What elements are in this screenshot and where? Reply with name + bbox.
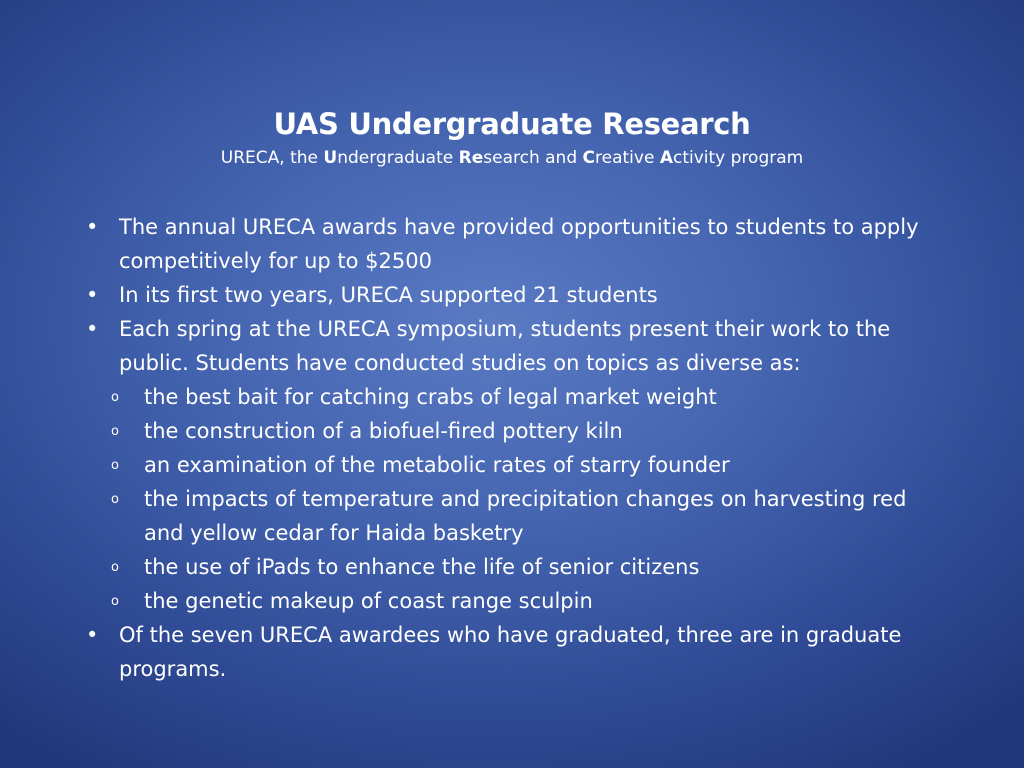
- topic-item: [111, 584, 946, 618]
- topic-item: [111, 550, 946, 584]
- bullet-list: [86, 210, 946, 380]
- slide-subtitle: [0, 146, 1024, 170]
- subtitle-text: URECA, the: [220, 148, 324, 168]
- subtitle-initial: Re: [458, 148, 484, 168]
- bullet-text: Of the seven URECA awardees who have graduated, three are in graduate programs.: [119, 623, 902, 681]
- circle-bullet-icon: o: [111, 560, 119, 575]
- topic-list: [86, 380, 946, 618]
- bullet-text: In its first two years, URECA supported 21 students: [119, 283, 658, 307]
- subtitle-text: search and: [483, 148, 583, 168]
- bullet-icon: •: [86, 283, 99, 307]
- subtitle-text: ndergraduate: [337, 148, 459, 168]
- subtitle-text: ctivity program: [673, 148, 804, 168]
- circle-bullet-icon: o: [111, 390, 119, 405]
- bullet-item: [86, 618, 946, 686]
- topic-item: [111, 414, 946, 448]
- subtitle-text: reative: [595, 148, 660, 168]
- bullet-item: [86, 210, 946, 278]
- bullet-item: [86, 278, 946, 312]
- bullet-icon: •: [86, 215, 99, 239]
- topic-text: the construction of a biofuel-fired pottery kiln: [144, 419, 623, 443]
- bullet-item: [86, 312, 946, 380]
- topic-text: the use of iPads to enhance the life of senior citizens: [144, 555, 700, 579]
- bullet-text: The annual URECA awards have provided opportunities to students to apply competitively for up to $2500: [119, 215, 919, 273]
- bullet-list: [86, 618, 946, 686]
- subtitle-initial: U: [323, 148, 338, 168]
- bullet-icon: •: [86, 317, 99, 341]
- topic-text: an examination of the metabolic rates of starry founder: [144, 453, 730, 477]
- circle-bullet-icon: o: [111, 424, 119, 439]
- topic-text: the impacts of temperature and precipitation changes on harvesting red and yellow cedar for Haida basketry: [144, 487, 907, 545]
- circle-bullet-icon: o: [111, 492, 119, 507]
- title-block: [0, 104, 1024, 170]
- circle-bullet-icon: o: [111, 458, 119, 473]
- circle-bullet-icon: o: [111, 594, 119, 609]
- topic-item: [111, 482, 946, 550]
- topic-text: the best bait for catching crabs of legal market weight: [144, 385, 717, 409]
- subtitle-initial: C: [582, 148, 596, 168]
- topic-item: [111, 448, 946, 482]
- topic-item: [111, 380, 946, 414]
- slide-title: UAS Undergraduate Research: [273, 107, 751, 141]
- topic-text: the genetic makeup of coast range sculpin: [144, 589, 593, 613]
- subtitle-initial: A: [659, 148, 673, 168]
- bullet-icon: •: [86, 623, 99, 647]
- bullet-text: Each spring at the URECA symposium, students present their work to the public. Students have conducted studies on topics as diverse as:: [119, 317, 891, 375]
- slide-content: [86, 210, 946, 686]
